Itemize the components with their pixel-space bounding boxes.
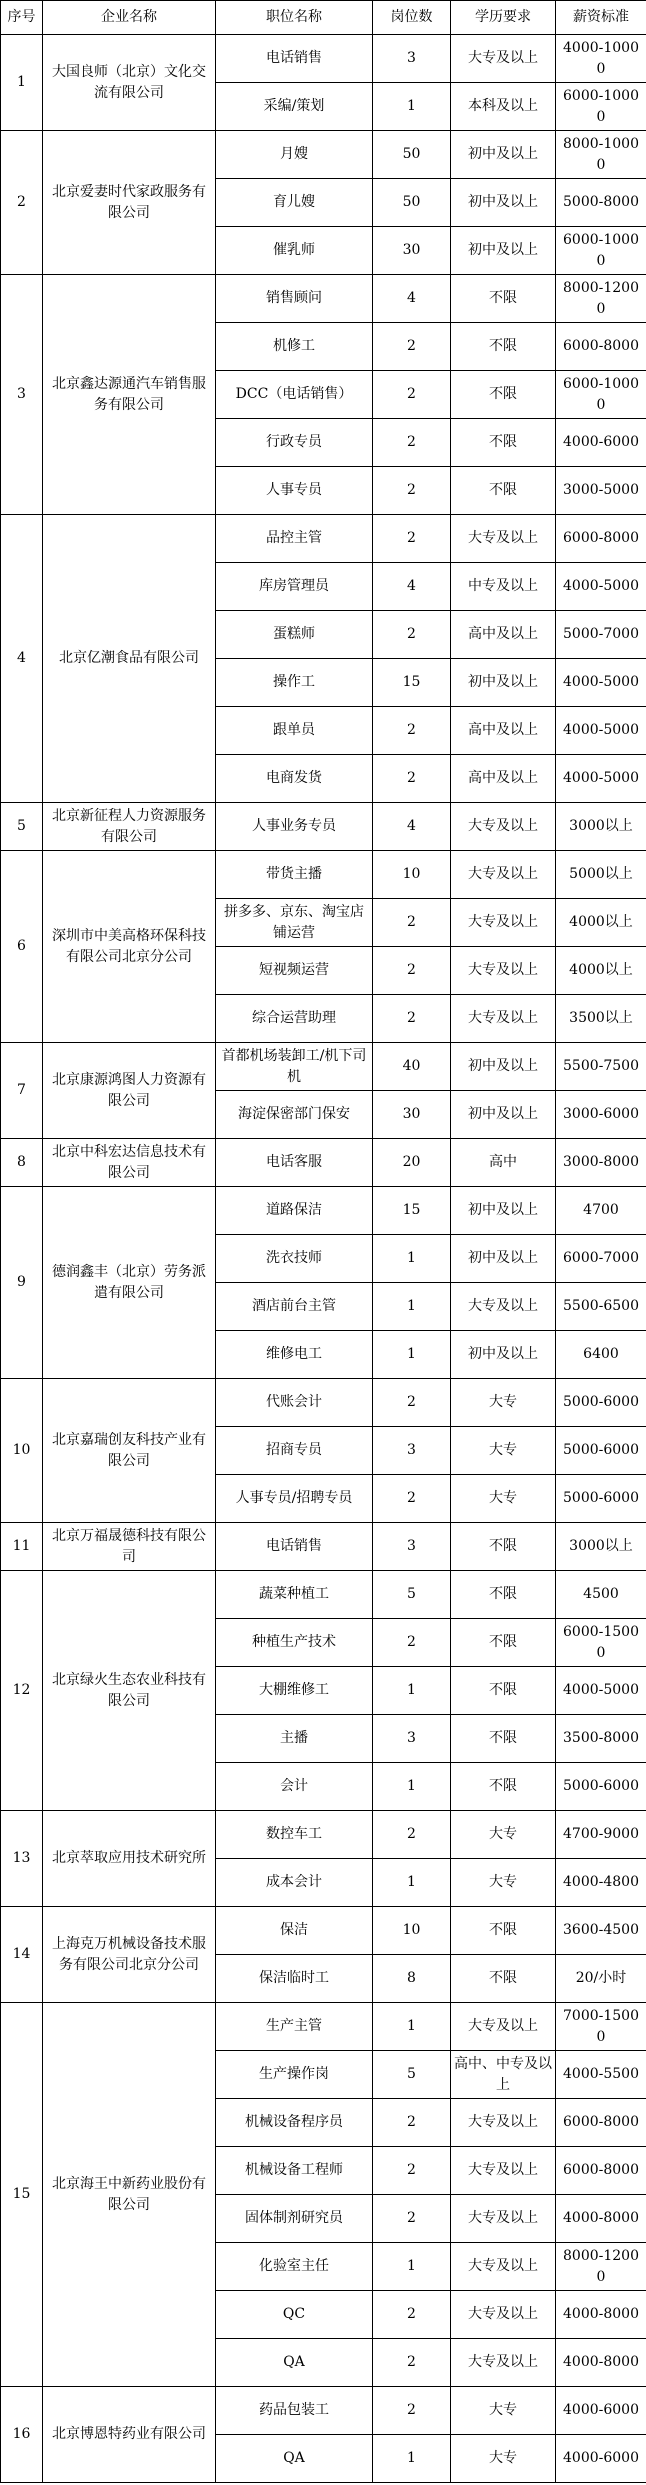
- salary-cell: 7000-15000: [556, 2003, 646, 2051]
- company-name-cell: 大国良师（北京）文化交流有限公司: [43, 35, 216, 131]
- position-title-cell: 销售顾问: [216, 275, 373, 323]
- company-name-cell: 北京中科宏达信息技术有限公司: [43, 1139, 216, 1187]
- education-cell: 不限: [451, 371, 556, 419]
- salary-cell: 3500-8000: [556, 1715, 646, 1763]
- salary-cell: 20/小时: [556, 1955, 646, 2003]
- position-count-cell: 2: [373, 611, 451, 659]
- position-title-cell: 带货主播: [216, 851, 373, 899]
- education-cell: 大专: [451, 1811, 556, 1859]
- position-count-cell: 1: [373, 83, 451, 131]
- education-cell: 不限: [451, 1619, 556, 1667]
- salary-cell: 4000-10000: [556, 35, 646, 83]
- position-count-cell: 1: [373, 2435, 451, 2483]
- header-row: [1, 1, 646, 35]
- position-count-cell: 4: [373, 563, 451, 611]
- position-title-cell: 月嫂: [216, 131, 373, 179]
- company-index-cell: 9: [1, 1187, 43, 1379]
- position-count-cell: 15: [373, 659, 451, 707]
- position-count-cell: 1: [373, 1283, 451, 1331]
- position-title-cell: 人事专员: [216, 467, 373, 515]
- education-cell: 高中及以上: [451, 707, 556, 755]
- education-cell: 大专: [451, 1379, 556, 1427]
- salary-cell: 4000-6000: [556, 2435, 646, 2483]
- company-name-cell: 北京博恩特药业有限公司: [43, 2387, 216, 2483]
- education-cell: 大专及以上: [451, 1283, 556, 1331]
- salary-cell: 4000-5000: [556, 563, 646, 611]
- education-cell: 不限: [451, 1715, 556, 1763]
- company-index-cell: 11: [1, 1523, 43, 1571]
- column-header-company: 企业名称: [43, 1, 216, 35]
- education-cell: 初中及以上: [451, 1043, 556, 1091]
- position-title-cell: 大棚维修工: [216, 1667, 373, 1715]
- position-count-cell: 2: [373, 2387, 451, 2435]
- education-cell: 大专及以上: [451, 899, 556, 947]
- position-count-cell: 15: [373, 1187, 451, 1235]
- position-title-cell: 化验室主任: [216, 2243, 373, 2291]
- position-count-cell: 30: [373, 227, 451, 275]
- salary-cell: 4000以上: [556, 947, 646, 995]
- salary-cell: 6000-7000: [556, 1235, 646, 1283]
- position-title-cell: 品控主管: [216, 515, 373, 563]
- company-name-cell: 北京万福晟德科技有限公司: [43, 1523, 216, 1571]
- salary-cell: 5000-6000: [556, 1427, 646, 1475]
- position-title-cell: QA: [216, 2435, 373, 2483]
- position-count-cell: 1: [373, 1667, 451, 1715]
- salary-cell: 6000-8000: [556, 515, 646, 563]
- position-count-cell: 2: [373, 467, 451, 515]
- company-name-cell: 北京海王中新药业股份有限公司: [43, 2003, 216, 2387]
- position-title-cell: QA: [216, 2339, 373, 2387]
- table-row: [1, 851, 646, 899]
- position-title-cell: 库房管理员: [216, 563, 373, 611]
- position-count-cell: 1: [373, 1763, 451, 1811]
- position-title-cell: QC: [216, 2291, 373, 2339]
- position-title-cell: 洗衣技师: [216, 1235, 373, 1283]
- salary-cell: 8000-12000: [556, 275, 646, 323]
- position-count-cell: 2: [373, 1475, 451, 1523]
- salary-cell: 6000-10000: [556, 371, 646, 419]
- position-count-cell: 3: [373, 1427, 451, 1475]
- education-cell: 初中及以上: [451, 659, 556, 707]
- education-cell: 高中: [451, 1139, 556, 1187]
- table-row: [1, 1139, 646, 1187]
- position-title-cell: 短视频运营: [216, 947, 373, 995]
- education-cell: 初中及以上: [451, 1235, 556, 1283]
- salary-cell: 4000-5000: [556, 1667, 646, 1715]
- salary-cell: 6000-8000: [556, 2099, 646, 2147]
- education-cell: 不限: [451, 1571, 556, 1619]
- position-title-cell: 生产主管: [216, 2003, 373, 2051]
- salary-cell: 4700-9000: [556, 1811, 646, 1859]
- position-count-cell: 2: [373, 371, 451, 419]
- education-cell: 不限: [451, 1907, 556, 1955]
- salary-cell: 6000-10000: [556, 83, 646, 131]
- position-count-cell: 1: [373, 1859, 451, 1907]
- company-name-cell: 北京康源鸿图人力资源有限公司: [43, 1043, 216, 1139]
- salary-cell: 5000-6000: [556, 1763, 646, 1811]
- position-title-cell: 电话销售: [216, 35, 373, 83]
- education-cell: 初中及以上: [451, 1187, 556, 1235]
- table-row: [1, 131, 646, 179]
- position-count-cell: 2: [373, 2195, 451, 2243]
- position-title-cell: 电话销售: [216, 1523, 373, 1571]
- position-title-cell: 采编/策划: [216, 83, 373, 131]
- salary-cell: 4000-6000: [556, 2387, 646, 2435]
- position-count-cell: 3: [373, 35, 451, 83]
- position-count-cell: 2: [373, 755, 451, 803]
- position-count-cell: 2: [373, 323, 451, 371]
- position-title-cell: 保洁: [216, 1907, 373, 1955]
- company-name-cell: 北京爱妻时代家政服务有限公司: [43, 131, 216, 275]
- salary-cell: 8000-12000: [556, 2243, 646, 2291]
- position-title-cell: 代账会计: [216, 1379, 373, 1427]
- education-cell: 大专及以上: [451, 995, 556, 1043]
- company-name-cell: 上海克万机械设备技术服务有限公司北京分公司: [43, 1907, 216, 2003]
- position-title-cell: 蛋糕师: [216, 611, 373, 659]
- position-title-cell: 道路保洁: [216, 1187, 373, 1235]
- table-row: [1, 35, 646, 83]
- salary-cell: 4000以上: [556, 899, 646, 947]
- position-count-cell: 1: [373, 1331, 451, 1379]
- position-count-cell: 2: [373, 1811, 451, 1859]
- salary-cell: 4000-8000: [556, 2291, 646, 2339]
- position-title-cell: 育儿嫂: [216, 179, 373, 227]
- education-cell: 本科及以上: [451, 83, 556, 131]
- position-title-cell: 维修电工: [216, 1331, 373, 1379]
- education-cell: 不限: [451, 1955, 556, 2003]
- position-count-cell: 2: [373, 707, 451, 755]
- salary-cell: 3600-4500: [556, 1907, 646, 1955]
- position-count-cell: 2: [373, 2099, 451, 2147]
- salary-cell: 4000-6000: [556, 419, 646, 467]
- education-cell: 不限: [451, 467, 556, 515]
- position-title-cell: 海淀保密部门保安: [216, 1091, 373, 1139]
- position-count-cell: 3: [373, 1715, 451, 1763]
- company-index-cell: 16: [1, 2387, 43, 2483]
- position-title-cell: 人事专员/招聘专员: [216, 1475, 373, 1523]
- table-row: [1, 275, 646, 323]
- position-title-cell: 跟单员: [216, 707, 373, 755]
- position-count-cell: 2: [373, 1379, 451, 1427]
- salary-cell: 8000-10000: [556, 131, 646, 179]
- position-count-cell: 4: [373, 803, 451, 851]
- position-title-cell: 操作工: [216, 659, 373, 707]
- table-row: [1, 1043, 646, 1091]
- position-count-cell: 40: [373, 1043, 451, 1091]
- education-cell: 大专及以上: [451, 2195, 556, 2243]
- education-cell: 大专及以上: [451, 2003, 556, 2051]
- position-title-cell: 机械设备工程师: [216, 2147, 373, 2195]
- education-cell: 大专及以上: [451, 2291, 556, 2339]
- position-count-cell: 2: [373, 515, 451, 563]
- education-cell: 大专及以上: [451, 947, 556, 995]
- company-index-cell: 2: [1, 131, 43, 275]
- position-title-cell: 行政专员: [216, 419, 373, 467]
- education-cell: 不限: [451, 1763, 556, 1811]
- position-count-cell: 10: [373, 851, 451, 899]
- salary-cell: 6000-10000: [556, 227, 646, 275]
- salary-cell: 3000以上: [556, 803, 646, 851]
- position-count-cell: 3: [373, 1523, 451, 1571]
- position-title-cell: 药品包装工: [216, 2387, 373, 2435]
- position-count-cell: 1: [373, 2243, 451, 2291]
- position-count-cell: 4: [373, 275, 451, 323]
- education-cell: 大专及以上: [451, 35, 556, 83]
- position-title-cell: 人事业务专员: [216, 803, 373, 851]
- position-title-cell: 蔬菜种植工: [216, 1571, 373, 1619]
- company-index-cell: 1: [1, 35, 43, 131]
- salary-cell: 4000-4800: [556, 1859, 646, 1907]
- position-count-cell: 10: [373, 1907, 451, 1955]
- position-count-cell: 2: [373, 995, 451, 1043]
- education-cell: 中专及以上: [451, 563, 556, 611]
- company-index-cell: 6: [1, 851, 43, 1043]
- salary-cell: 3000以上: [556, 1523, 646, 1571]
- salary-cell: 3500以上: [556, 995, 646, 1043]
- salary-cell: 3000-5000: [556, 467, 646, 515]
- salary-cell: 5000-8000: [556, 179, 646, 227]
- position-title-cell: 拼多多、京东、淘宝店铺运营: [216, 899, 373, 947]
- salary-cell: 6000-8000: [556, 323, 646, 371]
- table-header: [1, 1, 646, 35]
- company-name-cell: 德润鑫丰（北京）劳务派遣有限公司: [43, 1187, 216, 1379]
- salary-cell: 4500: [556, 1571, 646, 1619]
- table-row: [1, 1907, 646, 1955]
- education-cell: 高中、中专及以上: [451, 2051, 556, 2099]
- salary-cell: 4700: [556, 1187, 646, 1235]
- company-name-cell: 北京绿火生态农业科技有限公司: [43, 1571, 216, 1811]
- table-row: [1, 1571, 646, 1619]
- company-index-cell: 4: [1, 515, 43, 803]
- company-index-cell: 12: [1, 1571, 43, 1811]
- salary-cell: 4000-8000: [556, 2339, 646, 2387]
- education-cell: 初中及以上: [451, 227, 556, 275]
- position-count-cell: 1: [373, 2003, 451, 2051]
- education-cell: 初中及以上: [451, 131, 556, 179]
- education-cell: 高中及以上: [451, 611, 556, 659]
- position-title-cell: 数控车工: [216, 1811, 373, 1859]
- company-name-cell: 深圳市中美高格环保科技有限公司北京分公司: [43, 851, 216, 1043]
- education-cell: 大专及以上: [451, 2099, 556, 2147]
- education-cell: 不限: [451, 419, 556, 467]
- position-title-cell: 保洁临时工: [216, 1955, 373, 2003]
- position-title-cell: 生产操作岗: [216, 2051, 373, 2099]
- education-cell: 大专: [451, 1859, 556, 1907]
- education-cell: 初中及以上: [451, 1331, 556, 1379]
- education-cell: 大专及以上: [451, 515, 556, 563]
- position-count-cell: 2: [373, 2339, 451, 2387]
- company-index-cell: 7: [1, 1043, 43, 1139]
- position-count-cell: 2: [373, 2291, 451, 2339]
- education-cell: 大专: [451, 2435, 556, 2483]
- company-name-cell: 北京鑫达源通汽车销售服务有限公司: [43, 275, 216, 515]
- company-index-cell: 5: [1, 803, 43, 851]
- company-index-cell: 15: [1, 2003, 43, 2387]
- company-index-cell: 14: [1, 1907, 43, 2003]
- position-count-cell: 2: [373, 947, 451, 995]
- position-title-cell: 固体制剂研究员: [216, 2195, 373, 2243]
- column-header-count: 岗位数: [373, 1, 451, 35]
- company-name-cell: 北京萃取应用技术研究所: [43, 1811, 216, 1907]
- education-cell: 初中及以上: [451, 179, 556, 227]
- position-title-cell: 电商发货: [216, 755, 373, 803]
- salary-cell: 4000-8000: [556, 2195, 646, 2243]
- salary-cell: 5000以上: [556, 851, 646, 899]
- salary-cell: 4000-5500: [556, 2051, 646, 2099]
- education-cell: 大专: [451, 1475, 556, 1523]
- salary-cell: 5000-6000: [556, 1475, 646, 1523]
- position-count-cell: 5: [373, 1571, 451, 1619]
- salary-cell: 5500-6500: [556, 1283, 646, 1331]
- table-row: [1, 1187, 646, 1235]
- position-title-cell: 机械设备程序员: [216, 2099, 373, 2147]
- table-body: [1, 35, 646, 2483]
- position-title-cell: 种植生产技术: [216, 1619, 373, 1667]
- table-row: [1, 2003, 646, 2051]
- table-row: [1, 803, 646, 851]
- position-count-cell: 20: [373, 1139, 451, 1187]
- table-row: [1, 1811, 646, 1859]
- position-title-cell: 电话客服: [216, 1139, 373, 1187]
- salary-cell: 5000-7000: [556, 611, 646, 659]
- company-index-cell: 8: [1, 1139, 43, 1187]
- position-count-cell: 1: [373, 1235, 451, 1283]
- education-cell: 大专及以上: [451, 2339, 556, 2387]
- salary-cell: 6000-8000: [556, 2147, 646, 2195]
- table-row: [1, 1379, 646, 1427]
- salary-cell: 3000-6000: [556, 1091, 646, 1139]
- education-cell: 初中及以上: [451, 1091, 556, 1139]
- education-cell: 大专: [451, 2387, 556, 2435]
- position-count-cell: 2: [373, 1619, 451, 1667]
- column-header-position: 职位名称: [216, 1, 373, 35]
- company-name-cell: 北京新征程人力资源服务有限公司: [43, 803, 216, 851]
- position-count-cell: 50: [373, 131, 451, 179]
- company-name-cell: 北京嘉瑞创友科技产业有限公司: [43, 1379, 216, 1523]
- position-title-cell: 主播: [216, 1715, 373, 1763]
- salary-cell: 5000-6000: [556, 1379, 646, 1427]
- education-cell: 不限: [451, 275, 556, 323]
- education-cell: 高中及以上: [451, 755, 556, 803]
- table-row: [1, 1523, 646, 1571]
- position-title-cell: DCC（电话销售）: [216, 371, 373, 419]
- company-index-cell: 3: [1, 275, 43, 515]
- salary-cell: 4000-5000: [556, 659, 646, 707]
- education-cell: 大专及以上: [451, 803, 556, 851]
- position-count-cell: 50: [373, 179, 451, 227]
- salary-cell: 6400: [556, 1331, 646, 1379]
- position-title-cell: 招商专员: [216, 1427, 373, 1475]
- column-header-index: 序号: [1, 1, 43, 35]
- position-count-cell: 2: [373, 2147, 451, 2195]
- position-count-cell: 8: [373, 1955, 451, 2003]
- position-count-cell: 5: [373, 2051, 451, 2099]
- position-title-cell: 会计: [216, 1763, 373, 1811]
- position-title-cell: 催乳师: [216, 227, 373, 275]
- position-title-cell: 成本会计: [216, 1859, 373, 1907]
- salary-cell: 4000-5000: [556, 707, 646, 755]
- table-row: [1, 515, 646, 563]
- position-count-cell: 30: [373, 1091, 451, 1139]
- salary-cell: 6000-15000: [556, 1619, 646, 1667]
- education-cell: 大专: [451, 1427, 556, 1475]
- column-header-salary: 薪资标准: [556, 1, 646, 35]
- salary-cell: 5500-7500: [556, 1043, 646, 1091]
- company-index-cell: 10: [1, 1379, 43, 1523]
- position-title-cell: 综合运营助理: [216, 995, 373, 1043]
- position-title-cell: 首都机场装卸工/机下司机: [216, 1043, 373, 1091]
- salary-cell: 3000-8000: [556, 1139, 646, 1187]
- company-name-cell: 北京亿潮食品有限公司: [43, 515, 216, 803]
- salary-cell: 4000-5000: [556, 755, 646, 803]
- position-count-cell: 2: [373, 419, 451, 467]
- education-cell: 大专及以上: [451, 2147, 556, 2195]
- education-cell: 不限: [451, 1667, 556, 1715]
- table-row: [1, 2387, 646, 2435]
- education-cell: 大专及以上: [451, 851, 556, 899]
- education-cell: 不限: [451, 1523, 556, 1571]
- position-title-cell: 酒店前台主管: [216, 1283, 373, 1331]
- position-title-cell: 机修工: [216, 323, 373, 371]
- company-index-cell: 13: [1, 1811, 43, 1907]
- position-count-cell: 2: [373, 899, 451, 947]
- education-cell: 不限: [451, 323, 556, 371]
- education-cell: 大专及以上: [451, 2243, 556, 2291]
- column-header-education: 学历要求: [451, 1, 556, 35]
